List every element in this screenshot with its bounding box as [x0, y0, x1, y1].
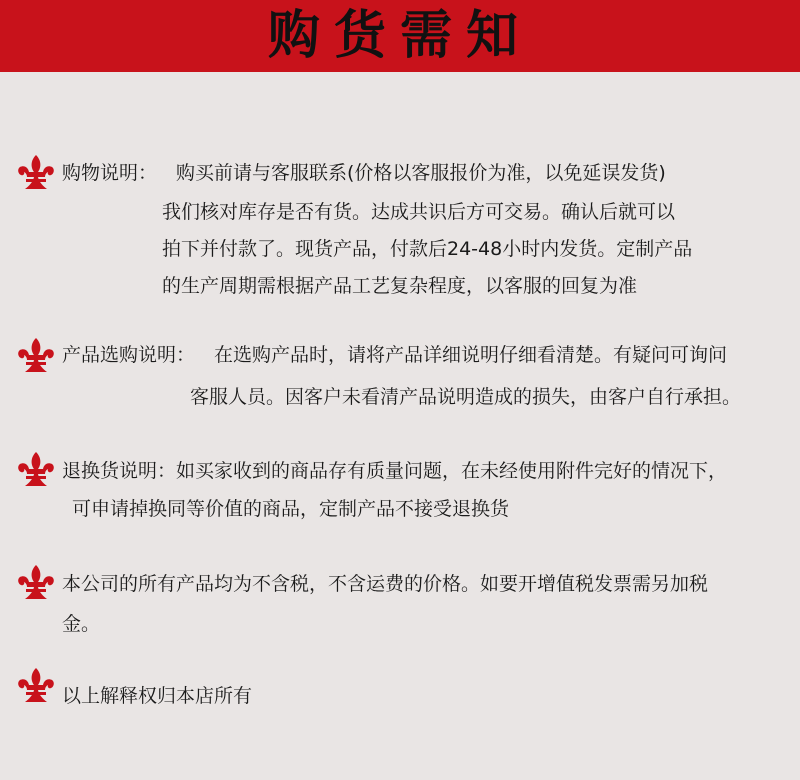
section-text-line: 以上解释权归本店所有 [62, 685, 253, 707]
fleur-de-lis-icon [16, 336, 56, 376]
fleur-de-lis-icon [16, 450, 56, 490]
section-heading: 产品选购说明： [62, 344, 196, 366]
section-text-line: 我们核对库存是否有货。达成共识后方可交易。确认后就可以 [162, 201, 676, 223]
section-text-line: 金。 [62, 613, 101, 635]
section-text-line: 购买前请与客服联系(价格以客服报价为准，以免延误发货) [176, 162, 666, 184]
section-heading: 购物说明： [62, 162, 158, 184]
fleur-de-lis-icon [16, 666, 56, 706]
section-text-line: 如买家收到的商品存有质量问题，在未经使用附件完好的情况下， [176, 460, 728, 482]
page-title: 购货需知 [267, 5, 532, 66]
section-text-line: 拍下并付款了。现货产品，付款后24-48小时内发货。定制产品 [162, 238, 693, 260]
section-text-line: 客服人员。因客户未看清产品说明造成的损失，由客户自行承担。 [190, 386, 742, 408]
section-text-line: 在选购产品时，请将产品详细说明仔细看清楚。有疑问可询问 [214, 344, 728, 366]
section-heading: 退换货说明： [62, 460, 177, 482]
fleur-de-lis-icon [16, 563, 56, 603]
section-text-line: 本公司的所有产品均为不含税，不含运费的价格。如要开增值税发票需另加税 [62, 573, 709, 595]
fleur-de-lis-icon [16, 153, 56, 193]
section-text-line: 的生产周期需根据产品工艺复杂程度，以客服的回复为准 [162, 275, 638, 297]
section-text-line: 可申请掉换同等价值的商品，定制产品不接受退换货 [72, 498, 510, 520]
